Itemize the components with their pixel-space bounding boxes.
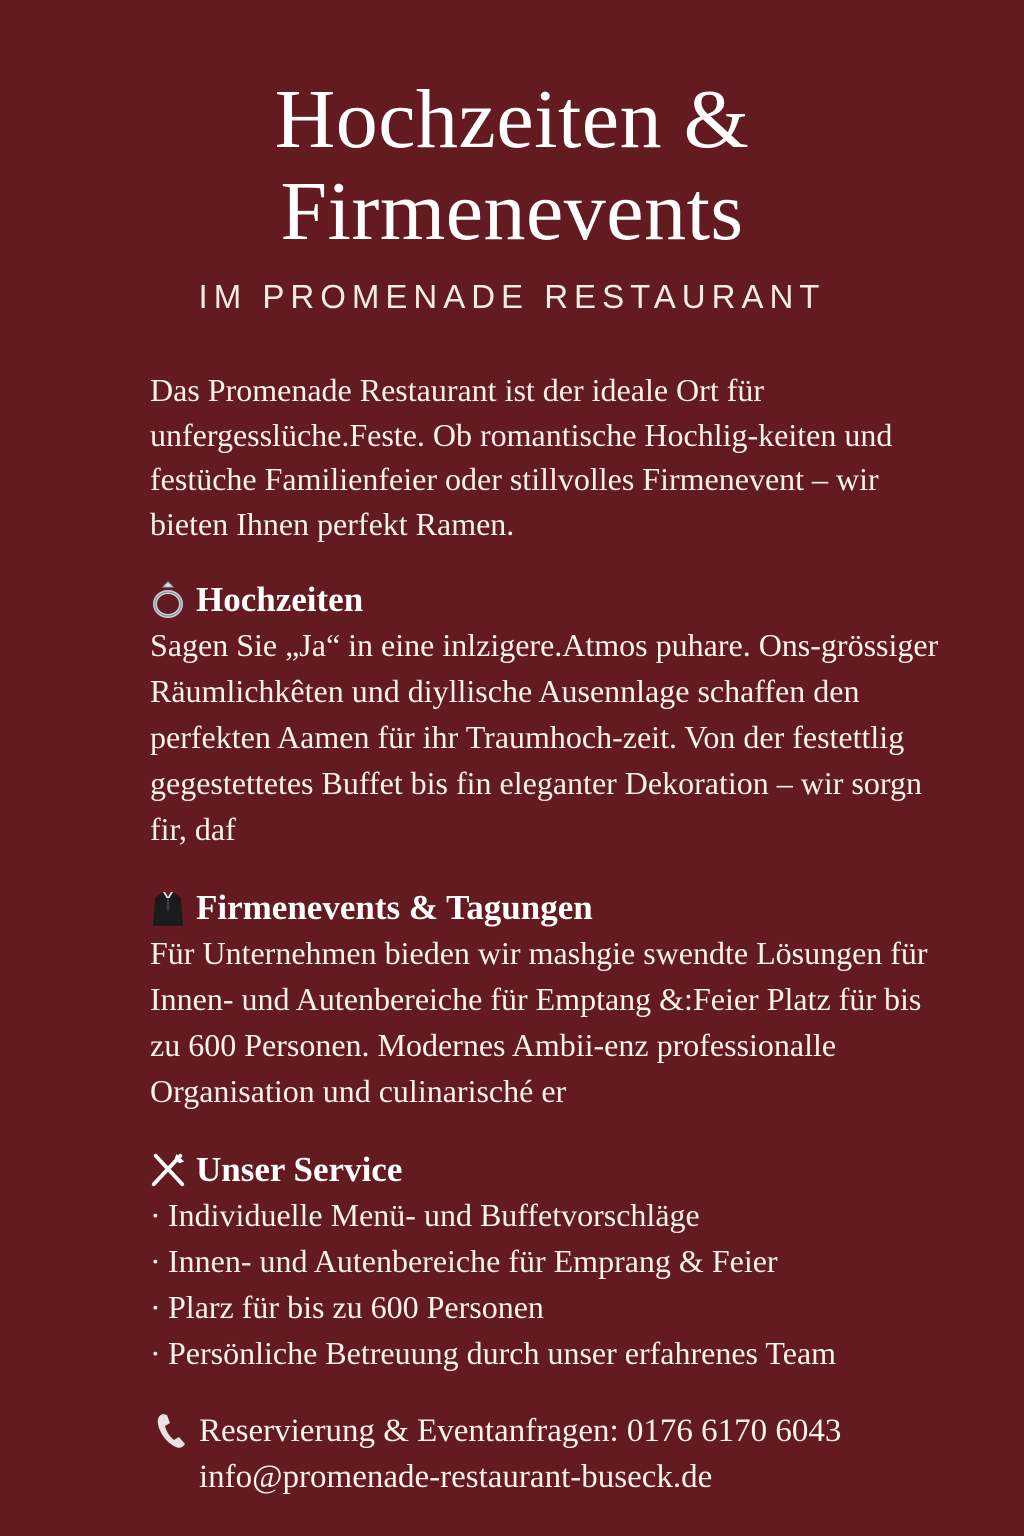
- service-item: · Individuelle Menü- und Buffetvorschläge: [150, 1192, 940, 1238]
- service-item: · Innen- und Autenbereiche für Emprang & Feier: [150, 1238, 940, 1284]
- cutlery-icon: [150, 1150, 186, 1190]
- corporate-section: [150, 886, 940, 1114]
- service-heading: [150, 1148, 940, 1192]
- ring-icon: [150, 580, 186, 620]
- contact-phone[interactable]: Reservierung & Eventanfragen: 0176 6170 6043: [199, 1413, 842, 1449]
- service-list: [150, 1192, 940, 1376]
- service-item: · Plarz für bis zu 600 Personen: [150, 1284, 940, 1330]
- contact-block: [155, 1408, 955, 1500]
- title-line-1: Hochzeiten &: [274, 73, 750, 166]
- intro-text: Das Promenade Restaurant ist der ideale Ort für unfergesslüche.Feste. Ob romantische Hochlig-keiten und festüche Familienfeier oder stillvolles Firmenevent – wir bieten Ihnen perfekt Ramen.: [150, 372, 893, 542]
- corporate-text: Für Unternehmen bieden wir mashgie swendte Lösungen für Innen- und Autenbereiche für Emptang &:Feier Platz für bis zu 600 Personen. Modernes Ambii-enz professionalle Organisation und culinarisché er: [150, 935, 928, 1109]
- weddings-text: Sagen Sie „Ja“ in eine inlzigere.Atmos puhare. Ons-grössiger Räumlichkêten und diyllische Ausennlage schaffen den perfekten Aamen für ihr Traumhoch-zeit. Von der festettlig gegestettetes Buffet bis fin eleganter Dekoration – wir sorgn fir, daf: [150, 627, 939, 847]
- subtitle: IM PROMENADE RESTAURANT: [198, 278, 826, 315]
- phone-icon: [155, 1411, 191, 1451]
- contact-email[interactable]: info@promenade-restaurant-buseck.de: [199, 1459, 713, 1495]
- suit-icon: [150, 888, 186, 928]
- service-section: [150, 1148, 940, 1376]
- service-item: · Persönliche Betreuung durch unser erfahrenes Team: [150, 1330, 940, 1376]
- service-heading-label: Unser Service: [196, 1150, 403, 1189]
- weddings-section: [150, 578, 940, 852]
- weddings-heading-label: Hochzeiten: [196, 580, 364, 619]
- corporate-heading: [150, 886, 940, 930]
- weddings-heading: [150, 578, 940, 622]
- page-title: [0, 74, 1024, 258]
- title-line-2: Firmenevents: [280, 165, 744, 258]
- corporate-heading-label: Firmenevents & Tagungen: [196, 888, 593, 927]
